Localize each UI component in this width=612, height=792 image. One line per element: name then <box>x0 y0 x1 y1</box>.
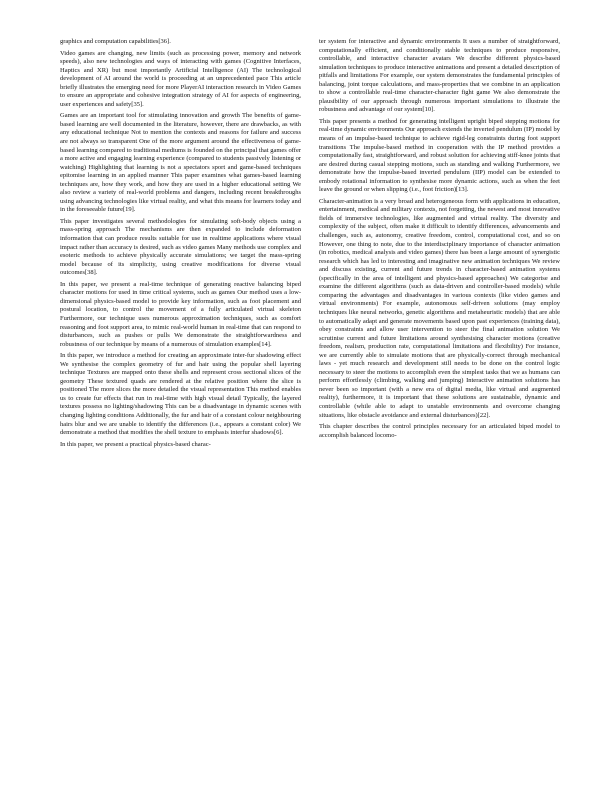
paragraph: Video games are changing, new limits (such as processing power, memory and network speeds), also new technologies and ways of interacting with games (Cognitive Interfaces, Haptics and XR) but most importantly Artificial Intelligence (AI) The technological development of AI around the world is proceeding at an unprecedented pace This article briefly illustrates the emerging need for more PlayerAI interaction research in Video Games to ensure an appropriate and cohesive integration strategy of AI for aspects of engineering, user experiences and safety[35]. <box>60 49 301 108</box>
left-column <box>60 38 301 778</box>
paper-page <box>60 38 560 778</box>
right-column <box>319 38 560 778</box>
paragraph: This paper investigates several methodologies for simulating soft-body objects using a mass-spring approach The mechanisms are then expanded to include deformation information that can produce results suitable for use in realtime applications where visual impact rather than accuracy is desired, such as video games Many methods use complex and esoteric methods to achieve physically accurate simulations; we target the mass-spring model because of its simplicity, using creative modifications for diverse visual outcomes[38]. <box>60 217 301 277</box>
paragraph: In this paper, we present a real-time technique of generating reactive balancing biped character motions for used in time critical systems, such as games Our method uses a low-dimensional physics-based model to provide key information, such as foot placement and postural location, to control the movement of a fully articulated virtual skeleton Furthermore, our technique uses numerous approximation techniques, such as comfort reasoning and foot support area, to mimic real-world human in real-time that can respond to disturbances, such as pushes or pulls We demonstrate the straightforwardness and robustness of our technique by means of a numerous of simulation examples[14]. <box>60 280 301 348</box>
paragraph: ter system for interactive and dynamic environments It uses a number of straightforward, computationally efficient, and conditionally stable techniques to produce responsive, controllable, and interactive character avatars We describe different physics-based simulation techniques to produce interactive animations and present a detailed description of pitfalls and limitations For example, our system demonstrates the fundamental principles of balancing, joint torque calculations, and mass-properties that we combine in an application to show a controllable real-time character-character fight game We also demonstrate the plausibility of our approach through numerous important simulations to illustrate the robustness and advantage of our system[10]. <box>319 38 560 114</box>
paragraph: In this paper, we introduce a method for creating an approximate inter-fur shadowing effect We synthesise the complex geometry of fur and hair using the popular shell layering technique Textures are mapped onto these shells and represent cross sectional slices of the geometry These textured quads are rendered at the relative position where the slice is positioned The more slices the more detailed the visual representation This method enables us to create fur effects that run in real-time with high visual detail Typically, the layered textures possess no lighting/shadowing This can be a disadvantage in dynamic scenes with changing lighting conditions Additionally, the fur and hair of a constant colour neighbouring hairs blur and we are unable to identify the differences (i.e., appears a constant color) We demonstrate a method that modifies the shell texture to emphasis interfur shadows[6]. <box>60 352 301 437</box>
paragraph: graphics and computation capabilities[36]. <box>60 38 171 45</box>
paragraph: Games are an important tool for stimulating innovation and growth The benefits of game-based learning are well documented in the literature, however, there are drawbacks, as with any educational technique Not to mention the contexts and reasons for failure and success are not always so transparent One of the more argument around the effectiveness of game-based learning compared to traditional mediums is founded on the principal that games offer a more active and engaging learning experience (compared to students passively listening or watching) Highlighting that learning is not a spectators sport and game-based techniques epitomise learning in an applied manner This paper examines what games-based learning techniques are, how they work, and how they are used in a higher educational setting We also review a variety of real-world problems and dangers, including recent breakthroughs using advancing technologies like virtual reality, and what this means for learners today and in the foreseeable future[19]. <box>60 112 301 214</box>
paragraph: In this paper, we present a practical physics-based charac- <box>60 440 211 448</box>
paragraph: This paper presents a method for generating intelligent upright biped stepping motions for real-time dynamic environments Our approach extends the inverted pendulum (IP) model by means of an impulse-based technique to achieve rigid-leg constraints during foot support transitions The impulse-based method in cooperation with the IP method provides a computationally fast, straightforward, and robust solution for achieving stiff-knee joints that are desired during casual stepping motions, such as standing and walking Furthermore, we demonstrate how the impulse-based inverted pendulum (IIP) model can be extended to embody rotational information to synthesise more dynamic actions, such as when the feet leave the ground or when slipping (i.e., foot friction)[13]. <box>319 117 560 194</box>
paragraph: Character-animation is a very broad and heterogeneous form with applications in education, entertainment, medical and military contexts, not forgetting, the newest and most innovative fields of immersive technologies, like augmented and virtual reality. The diversity and complexity of the subject, often make it difficult to identify differences, advancements and challenges, such as, autonomy, creative freedom, control, computational cost, and so on However, one thing to note, due to the interdisciplinary importance of character animation (in robotics, medical analysis and video games) there has been a large amount of synergistic research which has led to interesting and imaginative new animation techniques We review and discuss existing, current and future trends in character-based animation systems (specifically in the area of intelligent and physics-based approaches) We categorise and examine the different algorithms (such as data-driven and controller-based models) while comparing the advantages and disadvantages in various contexts (like video games and virtual environments) For example, autonomous self-driven solutions (may employ techniques like neural networks, genetic algorithms and metaheuristic models) that are able to automatically adapt and generate movements based upon past experiences (training data), obey constraints and allow user intervention to steer the final animation solution We scrutinise current and future limitations around synthesising character motions (creative freedom, realism, production rate, computational limitations and flexibility) For instance, we are currently able to simulate motions that are physically-correct through mechanical laws - yet much research and development still needs to be done on the control logic necessary to steer the motions to accomplish even the simplest tasks that we as humans can perform effortlessly (climbing, walking and jumping) Interactive animation solutions has never been so important (with a new era of digital media, like virtual and augmented reality), furthermore, it is important that these solutions are sustainable, dynamic and controllable (while able to adapt to unstable environments and overcome changing situations, like obstacle avoidance and external disturbances)[22]. <box>319 197 560 419</box>
paragraph: This chapter describes the control principles necessary for an articulated biped model to accomplish balanced locomo- <box>319 423 560 439</box>
